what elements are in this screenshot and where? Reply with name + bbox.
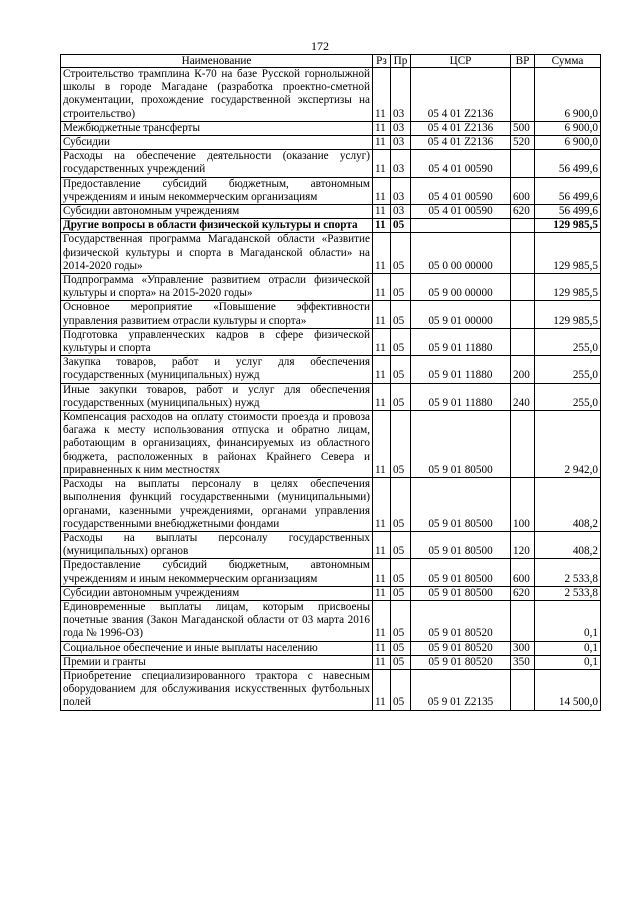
cell-name: Расходы на выплаты персоналу государственных (муниципальных) органов bbox=[61, 531, 373, 558]
cell-csr: 05 9 01 11880 bbox=[411, 328, 511, 355]
cell-sum: 129 985,5 bbox=[535, 233, 601, 274]
cell-rz: 11 bbox=[373, 641, 391, 655]
table-body bbox=[61, 68, 601, 711]
table-row bbox=[61, 205, 601, 219]
cell-pr: 05 bbox=[391, 600, 411, 641]
cell-csr: 05 9 00 00000 bbox=[411, 274, 511, 301]
cell-name: Премии и гранты bbox=[61, 655, 373, 669]
cell-rz: 11 bbox=[373, 531, 391, 558]
cell-csr: 05 9 01 80500 bbox=[411, 478, 511, 532]
table-row bbox=[61, 600, 601, 641]
table-row bbox=[61, 586, 601, 600]
cell-pr: 05 bbox=[391, 586, 411, 600]
cell-pr: 03 bbox=[391, 177, 411, 204]
cell-csr: 05 9 01 80520 bbox=[411, 641, 511, 655]
cell-sum: 129 985,5 bbox=[535, 301, 601, 328]
cell-sum: 2 942,0 bbox=[535, 411, 601, 478]
cell-name: Строительство трамплина К-70 на базе Русской горнолыжной школы в городе Магадане (разработка проектно-сметной документации, прохождение государственной экспертизы на строительство) bbox=[61, 68, 373, 122]
cell-sum: 6 900,0 bbox=[535, 68, 601, 122]
cell-sum: 129 985,5 bbox=[535, 274, 601, 301]
cell-rz: 11 bbox=[373, 600, 391, 641]
cell-pr: 05 bbox=[391, 233, 411, 274]
cell-sum: 14 500,0 bbox=[535, 669, 601, 710]
cell-vr: 240 bbox=[511, 383, 535, 410]
cell-rz: 11 bbox=[373, 205, 391, 219]
table-row bbox=[61, 383, 601, 410]
table-row bbox=[61, 328, 601, 355]
cell-name: Закупка товаров, работ и услуг для обеспечения государственных (муниципальных) нужд bbox=[61, 356, 373, 383]
table-row bbox=[61, 136, 601, 150]
cell-vr: 300 bbox=[511, 641, 535, 655]
cell-rz: 11 bbox=[373, 121, 391, 135]
cell-name: Субсидии автономным учреждениям bbox=[61, 205, 373, 219]
cell-sum: 255,0 bbox=[535, 328, 601, 355]
cell-csr: 05 9 01 80520 bbox=[411, 655, 511, 669]
table-row bbox=[61, 356, 601, 383]
cell-rz: 11 bbox=[373, 383, 391, 410]
cell-sum: 255,0 bbox=[535, 383, 601, 410]
cell-rz: 11 bbox=[373, 655, 391, 669]
header-sum: Сумма bbox=[535, 55, 601, 68]
cell-vr: 520 bbox=[511, 136, 535, 150]
cell-vr bbox=[511, 68, 535, 122]
cell-sum: 408,2 bbox=[535, 478, 601, 532]
header-rz: Рз bbox=[373, 55, 391, 68]
table-row bbox=[61, 669, 601, 710]
cell-csr: 05 9 01 Z2135 bbox=[411, 669, 511, 710]
cell-vr: 600 bbox=[511, 177, 535, 204]
cell-vr bbox=[511, 328, 535, 355]
cell-pr: 05 bbox=[391, 328, 411, 355]
cell-sum: 408,2 bbox=[535, 531, 601, 558]
cell-pr: 05 bbox=[391, 478, 411, 532]
header-vr: ВР bbox=[511, 55, 535, 68]
cell-rz: 11 bbox=[373, 478, 391, 532]
table-row bbox=[61, 641, 601, 655]
cell-rz: 11 bbox=[373, 177, 391, 204]
cell-rz: 11 bbox=[373, 136, 391, 150]
cell-name: Субсидии автономным учреждениям bbox=[61, 586, 373, 600]
cell-csr: 05 9 01 80500 bbox=[411, 559, 511, 586]
cell-vr: 120 bbox=[511, 531, 535, 558]
cell-vr: 100 bbox=[511, 478, 535, 532]
cell-rz: 11 bbox=[373, 150, 391, 177]
table-row bbox=[61, 478, 601, 532]
cell-csr: 05 4 01 00590 bbox=[411, 177, 511, 204]
cell-vr bbox=[511, 274, 535, 301]
cell-name: Компенсация расходов на оплату стоимости проезда и провоза багажа к месту использования отпуска и обратно лицам, работающим в организациях, финансируемых из областного бюджета, расположенных в районах Крайнего Севера и приравненных к ним местностях bbox=[61, 411, 373, 478]
cell-name: Основное мероприятие «Повышение эффективности управления развитием отрасли культуры и спорта» bbox=[61, 301, 373, 328]
cell-csr bbox=[411, 219, 511, 233]
cell-csr: 05 0 00 00000 bbox=[411, 233, 511, 274]
cell-pr: 05 bbox=[391, 655, 411, 669]
cell-pr: 03 bbox=[391, 121, 411, 135]
cell-name: Другие вопросы в области физической культуры и спорта bbox=[61, 219, 373, 233]
cell-csr: 05 4 01 Z2136 bbox=[411, 68, 511, 122]
cell-rz: 11 bbox=[373, 586, 391, 600]
cell-pr: 05 bbox=[391, 383, 411, 410]
cell-sum: 0,1 bbox=[535, 600, 601, 641]
cell-vr: 620 bbox=[511, 586, 535, 600]
table-row bbox=[61, 219, 601, 233]
cell-vr bbox=[511, 150, 535, 177]
header-pr: Пр bbox=[391, 55, 411, 68]
cell-name: Иные закупки товаров, работ и услуг для обеспечения государственных (муниципальных) нужд bbox=[61, 383, 373, 410]
table-row bbox=[61, 559, 601, 586]
cell-sum: 56 499,6 bbox=[535, 177, 601, 204]
table-row bbox=[61, 411, 601, 478]
cell-vr bbox=[511, 669, 535, 710]
cell-csr: 05 4 01 Z2136 bbox=[411, 121, 511, 135]
cell-csr: 05 9 01 80520 bbox=[411, 600, 511, 641]
cell-sum: 6 900,0 bbox=[535, 136, 601, 150]
cell-rz: 11 bbox=[373, 233, 391, 274]
cell-name: Приобретение специализированного трактора с навесным оборудованием для обслуживания искусственных футбольных полей bbox=[61, 669, 373, 710]
cell-rz: 11 bbox=[373, 219, 391, 233]
cell-name: Единовременные выплаты лицам, которым присвоены почетные звания (Закон Магаданской области от 03 марта 2016 года № 1996-ОЗ) bbox=[61, 600, 373, 641]
header-name: Наименование bbox=[61, 55, 373, 68]
cell-sum: 0,1 bbox=[535, 641, 601, 655]
cell-vr: 600 bbox=[511, 559, 535, 586]
table-row bbox=[61, 274, 601, 301]
page-number: 172 bbox=[311, 39, 329, 53]
table-row bbox=[61, 121, 601, 135]
cell-name: Социальное обеспечение и иные выплаты населению bbox=[61, 641, 373, 655]
cell-rz: 11 bbox=[373, 301, 391, 328]
cell-csr: 05 4 01 00590 bbox=[411, 205, 511, 219]
cell-csr: 05 9 01 11880 bbox=[411, 356, 511, 383]
cell-name: Расходы на выплаты персоналу в целях обеспечения выполнения функций государственными (муниципальными) органами, казенными учреждениями, органами управления государственными внебюджетными фондами bbox=[61, 478, 373, 532]
table-row bbox=[61, 68, 601, 122]
cell-sum: 56 499,6 bbox=[535, 205, 601, 219]
cell-csr: 05 9 01 80500 bbox=[411, 586, 511, 600]
cell-name: Расходы на обеспечение деятельности (оказание услуг) государственных учреждений bbox=[61, 150, 373, 177]
cell-rz: 11 bbox=[373, 411, 391, 478]
cell-vr bbox=[511, 600, 535, 641]
table-row bbox=[61, 301, 601, 328]
cell-sum: 6 900,0 bbox=[535, 121, 601, 135]
cell-pr: 05 bbox=[391, 531, 411, 558]
cell-pr: 05 bbox=[391, 669, 411, 710]
table-header-row bbox=[61, 55, 601, 68]
cell-sum: 2 533,8 bbox=[535, 586, 601, 600]
cell-pr: 03 bbox=[391, 136, 411, 150]
cell-sum: 129 985,5 bbox=[535, 219, 601, 233]
cell-rz: 11 bbox=[373, 328, 391, 355]
table-row bbox=[61, 655, 601, 669]
cell-rz: 11 bbox=[373, 559, 391, 586]
cell-vr bbox=[511, 411, 535, 478]
cell-name: Подготовка управленческих кадров в сфере физической культуры и спорта bbox=[61, 328, 373, 355]
cell-name: Подпрограмма «Управление развитием отрасли физической культуры и спорта» на 2015-2020 годы» bbox=[61, 274, 373, 301]
table-row bbox=[61, 177, 601, 204]
cell-pr: 05 bbox=[391, 411, 411, 478]
cell-rz: 11 bbox=[373, 356, 391, 383]
cell-pr: 03 bbox=[391, 68, 411, 122]
cell-vr: 500 bbox=[511, 121, 535, 135]
cell-vr: 350 bbox=[511, 655, 535, 669]
cell-name: Государственная программа Магаданской области «Развитие физической культуры и спорта в Магаданской области» на 2014-2020 годы» bbox=[61, 233, 373, 274]
table-row bbox=[61, 150, 601, 177]
cell-vr bbox=[511, 233, 535, 274]
cell-csr: 05 4 01 00590 bbox=[411, 150, 511, 177]
cell-pr: 03 bbox=[391, 205, 411, 219]
cell-csr: 05 9 01 80500 bbox=[411, 531, 511, 558]
cell-name: Предоставление субсидий бюджетным, автономным учреждениям и иным некоммерческим организациям bbox=[61, 177, 373, 204]
cell-sum: 255,0 bbox=[535, 356, 601, 383]
header-csr: ЦСР bbox=[411, 55, 511, 68]
cell-sum: 0,1 bbox=[535, 655, 601, 669]
cell-vr: 200 bbox=[511, 356, 535, 383]
cell-pr: 05 bbox=[391, 219, 411, 233]
cell-name: Субсидии bbox=[61, 136, 373, 150]
cell-vr bbox=[511, 301, 535, 328]
cell-csr: 05 9 01 00000 bbox=[411, 301, 511, 328]
cell-csr: 05 9 01 11880 bbox=[411, 383, 511, 410]
cell-pr: 05 bbox=[391, 356, 411, 383]
cell-rz: 11 bbox=[373, 274, 391, 301]
cell-pr: 05 bbox=[391, 274, 411, 301]
cell-name: Предоставление субсидий бюджетным, автономным учреждениям и иным некоммерческим организациям bbox=[61, 559, 373, 586]
cell-pr: 05 bbox=[391, 641, 411, 655]
cell-vr bbox=[511, 219, 535, 233]
cell-rz: 11 bbox=[373, 669, 391, 710]
cell-vr: 620 bbox=[511, 205, 535, 219]
budget-table bbox=[60, 54, 601, 711]
cell-pr: 03 bbox=[391, 150, 411, 177]
cell-pr: 05 bbox=[391, 559, 411, 586]
cell-csr: 05 4 01 Z2136 bbox=[411, 136, 511, 150]
table-row bbox=[61, 233, 601, 274]
cell-csr: 05 9 01 80500 bbox=[411, 411, 511, 478]
cell-pr: 05 bbox=[391, 301, 411, 328]
cell-sum: 56 499,6 bbox=[535, 150, 601, 177]
cell-name: Межбюджетные трансферты bbox=[61, 121, 373, 135]
cell-rz: 11 bbox=[373, 68, 391, 122]
table-row bbox=[61, 531, 601, 558]
cell-sum: 2 533,8 bbox=[535, 559, 601, 586]
